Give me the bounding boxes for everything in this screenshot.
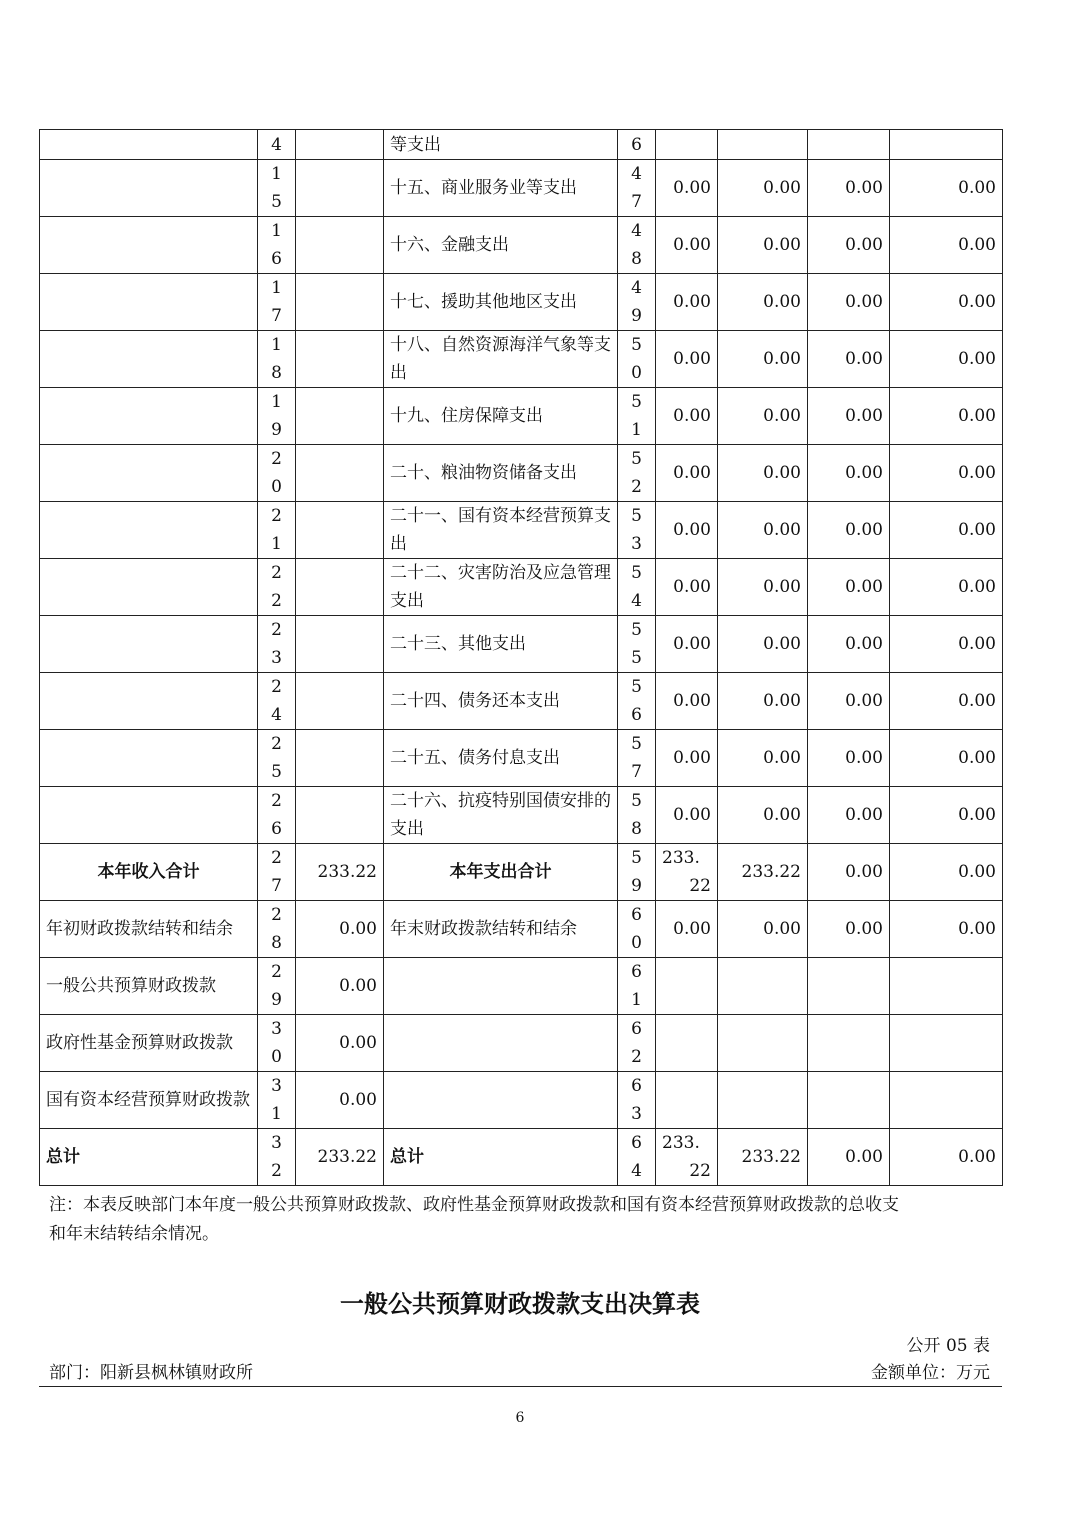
expense-label: 二十、粮油物资储备支出 [384,445,618,502]
table-row [40,901,1003,958]
row-index: 5 8 [618,787,656,844]
income-total-amount: 233.22 [296,844,384,901]
row-index: 6 3 [618,1072,656,1129]
expense-other: 0.00 [890,217,1003,274]
income-total-label: 总计 [40,1129,258,1186]
expense-total: 0.00 [656,901,718,958]
expense-total: 0.00 [656,502,718,559]
row-index: 2 5 [258,730,296,787]
row-index: 5 5 [618,616,656,673]
expense-total: 0.00 [656,787,718,844]
income-amount [296,559,384,616]
income-label [40,559,258,616]
table-row [40,388,1003,445]
expense-label: 十九、住房保障支出 [384,388,618,445]
expense-label [384,1015,618,1072]
expense-basic [718,1072,808,1129]
row-index: 4 [258,130,296,160]
row-index: 2 7 [258,844,296,901]
income-amount [296,274,384,331]
expense-other: 0.00 [890,445,1003,502]
expense-label: 二十四、债务还本支出 [384,673,618,730]
expense-label: 十七、援助其他地区支出 [384,274,618,331]
row-index: 6 4 [618,1129,656,1186]
row-index: 3 2 [258,1129,296,1186]
expense-label: 十五、商业服务业等支出 [384,160,618,217]
income-label [40,445,258,502]
expense-label: 二十二、灾害防治及应急管理支出 [384,559,618,616]
expense-label: 十六、金融支出 [384,217,618,274]
expense-total-label: 总计 [384,1129,618,1186]
expense-other: 0.00 [890,616,1003,673]
expense-other: 0.00 [890,730,1003,787]
income-amount [296,217,384,274]
row-index: 4 9 [618,274,656,331]
expense-other: 0.00 [890,274,1003,331]
row-index: 2 0 [258,445,296,502]
row-index: 5 3 [618,502,656,559]
row-index: 5 9 [618,844,656,901]
expense-project: 0.00 [808,616,890,673]
row-index: 2 1 [258,502,296,559]
expense-basic: 0.00 [718,901,808,958]
expense-basic: 233.22 [718,844,808,901]
expense-project: 0.00 [808,559,890,616]
expense-other: 0.00 [890,844,1003,901]
table-row [40,844,1003,901]
income-label [40,673,258,730]
expense-project: 0.00 [808,160,890,217]
expense-other: 0.00 [890,331,1003,388]
expense-basic: 0.00 [718,502,808,559]
expense-project: 0.00 [808,730,890,787]
expense-label: 等支出 [384,130,618,160]
row-index: 2 2 [258,559,296,616]
table-row [40,331,1003,388]
income-amount [296,502,384,559]
expense-project: 0.00 [808,445,890,502]
table-row [40,1072,1003,1129]
expense-basic: 0.00 [718,388,808,445]
row-index: 4 7 [618,160,656,217]
row-index: 5 0 [618,331,656,388]
expense-project [808,1015,890,1072]
expense-project: 0.00 [808,844,890,901]
income-amount [296,331,384,388]
expense-label: 二十一、国有资本经营预算支出 [384,502,618,559]
expense-other [890,1072,1003,1129]
income-amount [296,445,384,502]
expense-label: 十八、自然资源海洋气象等支出 [384,331,618,388]
income-amount: 0.00 [296,958,384,1015]
expense-basic: 0.00 [718,331,808,388]
expense-other [890,1015,1003,1072]
expense-total [656,1015,718,1072]
row-index: 6 [618,130,656,160]
row-index: 3 0 [258,1015,296,1072]
page-title: 一般公共预算财政拨款支出决算表 [340,1290,700,1318]
income-amount [296,160,384,217]
expense-total [656,1072,718,1129]
expense-total-label: 本年支出合计 [384,844,618,901]
row-index: 1 9 [258,388,296,445]
income-label [40,787,258,844]
income-amount [296,388,384,445]
expense-total: 0.00 [656,388,718,445]
expense-other: 0.00 [890,673,1003,730]
expense-project [808,1072,890,1129]
income-amount [296,616,384,673]
expense-other: 0.00 [890,502,1003,559]
expense-basic: 0.00 [718,673,808,730]
row-index: 2 3 [258,616,296,673]
expense-basic: 0.00 [718,730,808,787]
expense-total: 0.00 [656,274,718,331]
expense-total: 0.00 [656,217,718,274]
expense-total: 0.00 [656,673,718,730]
expense-other: 0.00 [890,787,1003,844]
row-index: 5 4 [618,559,656,616]
expense-basic: 0.00 [718,445,808,502]
expense-total: 0.00 [656,160,718,217]
expense-other: 0.00 [890,559,1003,616]
row-index: 5 2 [618,445,656,502]
expense-project [808,958,890,1015]
row-index: 6 0 [618,901,656,958]
income-label [40,388,258,445]
expense-basic: 0.00 [718,787,808,844]
income-label [40,730,258,787]
table-row [40,1015,1003,1072]
expense-project: 0.00 [808,901,890,958]
expense-project: 0.00 [808,274,890,331]
expense-other: 0.00 [890,901,1003,958]
income-label: 年初财政拨款结转和结余 [40,901,258,958]
expense-label [384,958,618,1015]
table-row [40,958,1003,1015]
table-row [40,502,1003,559]
unit-label: 金额单位：万元 [871,1363,990,1383]
expense-label [384,1072,618,1129]
expense-total: 0.00 [656,559,718,616]
income-label [40,160,258,217]
row-index: 1 7 [258,274,296,331]
expense-label: 二十三、其他支出 [384,616,618,673]
row-index: 2 8 [258,901,296,958]
expense-project: 0.00 [808,388,890,445]
row-index: 4 8 [618,217,656,274]
expense-total [656,844,718,901]
expense-project: 0.00 [808,217,890,274]
row-index: 5 1 [618,388,656,445]
expense-total-part: 233. [662,1133,700,1153]
expense-project: 0.00 [808,331,890,388]
row-index: 1 6 [258,217,296,274]
expense-label: 二十五、债务付息支出 [384,730,618,787]
expense-basic: 0.00 [718,160,808,217]
income-label [40,217,258,274]
expense-other [890,958,1003,1015]
expense-other: 0.00 [890,388,1003,445]
expense-total-part: 22 [689,876,711,896]
row-index: 2 9 [258,958,296,1015]
expense-total [656,958,718,1015]
expense-project: 0.00 [808,673,890,730]
table-row [40,673,1003,730]
income-amount [296,787,384,844]
table-row [40,616,1003,673]
table-row [40,130,1003,160]
row-index: 1 5 [258,160,296,217]
row-index: 5 6 [618,673,656,730]
expense-project: 0.00 [808,1129,890,1186]
income-label: 一般公共预算财政拨款 [40,958,258,1015]
expense-basic [718,958,808,1015]
income-amount [296,730,384,787]
income-label: 政府性基金预算财政拨款 [40,1015,258,1072]
row-index: 5 7 [618,730,656,787]
income-total-label: 本年收入合计 [40,844,258,901]
expense-basic: 0.00 [718,217,808,274]
expense-basic: 233.22 [718,1129,808,1186]
table-row [40,274,1003,331]
department-label: 部门：阳新县枫林镇财政所 [49,1363,253,1383]
expense-total: 0.00 [656,730,718,787]
table-row [40,217,1003,274]
income-total-amount: 233.22 [296,1129,384,1186]
page-number: 6 [515,1410,525,1426]
table-row [40,559,1003,616]
expense-total: 0.00 [656,616,718,673]
row-index: 1 8 [258,331,296,388]
income-amount: 0.00 [296,901,384,958]
expense-basic: 0.00 [718,616,808,673]
expense-basic: 0.00 [718,559,808,616]
expense-total: 0.00 [656,445,718,502]
row-index: 6 2 [618,1015,656,1072]
row-index: 3 1 [258,1072,296,1129]
header-rule [39,1386,1002,1387]
row-index: 2 6 [258,787,296,844]
expense-total [656,1129,718,1186]
expense-project: 0.00 [808,787,890,844]
expense-total: 0.00 [656,331,718,388]
income-label [40,274,258,331]
table-row [40,160,1003,217]
income-amount [296,673,384,730]
expense-basic: 0.00 [718,274,808,331]
budget-table [39,129,1003,1186]
income-label [40,616,258,673]
expense-label: 年末财政拨款结转和结余 [384,901,618,958]
table-row [40,1129,1003,1186]
row-index: 6 1 [618,958,656,1015]
table-row [40,445,1003,502]
expense-other: 0.00 [890,160,1003,217]
expense-label: 二十六、抗疫特别国债安排的支出 [384,787,618,844]
income-amount: 0.00 [296,1015,384,1072]
expense-other: 0.00 [890,1129,1003,1186]
row-index: 2 4 [258,673,296,730]
table-code: 公开 05 表 [906,1336,990,1356]
table-row [40,787,1003,844]
expense-project: 0.00 [808,502,890,559]
income-amount: 0.00 [296,1072,384,1129]
expense-basic [718,1015,808,1072]
income-label [40,502,258,559]
table-note: 注：本表反映部门本年度一般公共预算财政拨款、政府性基金预算财政拨款和国有资本经营预算财政拨款的总收支和年末结转结余情况。 [49,1195,899,1244]
income-label: 国有资本经营预算财政拨款 [40,1072,258,1129]
income-label [40,331,258,388]
expense-total-part: 22 [689,1161,711,1181]
table-row [40,730,1003,787]
expense-total-part: 233. [662,848,700,868]
